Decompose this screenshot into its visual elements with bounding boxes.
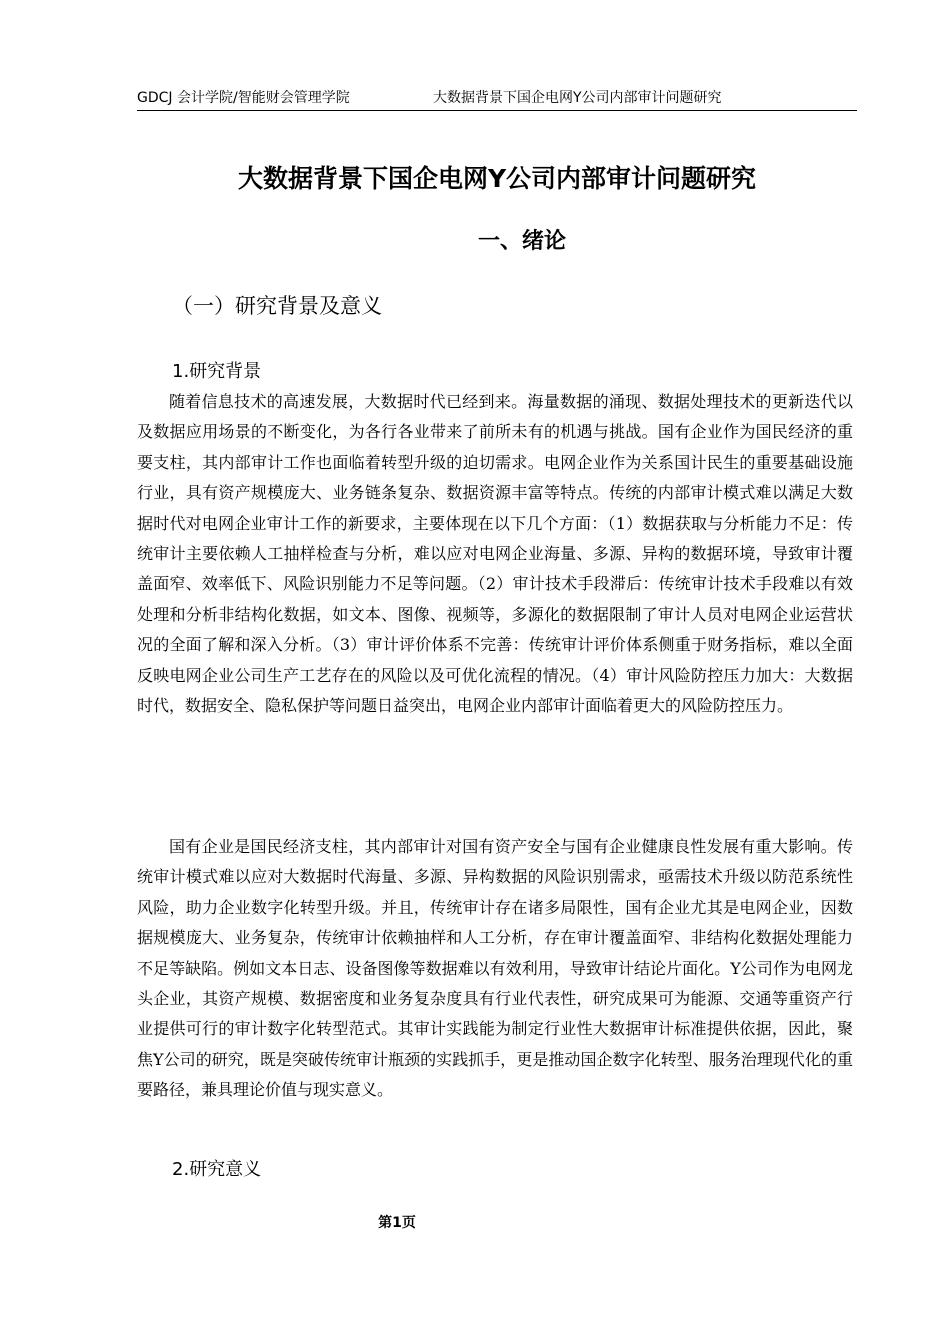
chapter-heading: 一、绪论: [477, 229, 566, 254]
header-running-title: 大数据背景下国企电网Y公司内部审计问题研究: [433, 90, 722, 106]
body-paragraph: 随着信息技术的高速发展，大数据时代已经到来。海量数据的涌现、数据处理技术的更新迭代以及数据应用场景的不断变化，为各行各业带来了前所未有的机遇与挑战。国有企业作为国民经济的重要支柱，其内部审计工作也面临着转型升级的迫切需求。电网企业作为关系国计民生的重要基础设施行业，具有资产规模庞大、业务链条复杂、数据资源丰富等特点。传统的内部审计模式难以满足大数据时代对电网企业审计工作的新要求，主要体现在以下几个方面：（1）数据获取与分析能力不足：传统审计主要依赖人工抽样检查与分析，难以应对电网企业海量、多源、异构的数据环境，导致审计覆盖面窄、效率低下、风险识别能力不足等问题。（2）审计技术手段滞后：传统审计技术手段难以有效处理和分析非结构化数据，如文本、图像、视频等，多源化的数据限制了审计人员对电网企业运营状况的全面了解和深入分析。（3）审计评价体系不完善：传统审计评价体系侧重于财务指标，难以全面反映电网企业公司生产工艺存在的风险以及可优化流程的情况。（4）审计风险防控压力加大：大数据时代，数据安全、隐私保护等问题日益突出，电网企业内部审计面临着更大的风险防控压力。: [137, 392, 853, 716]
document-title: 大数据背景下国企电网Y公司内部审计问题研究: [237, 164, 757, 193]
subsection-heading-significance: 2.研究意义: [172, 1159, 262, 1180]
running-header: [137, 88, 857, 111]
body-paragraph: 国有企业是国民经济支柱，其内部审计对国有资产安全与国有企业健康良性发展有重大影响。传统审计模式难以应对大数据时代海量、多源、异构数据的风险识别需求，亟需技术升级以防范系统性风险，助力企业数字化转型升级。并且，传统审计存在诸多局限性，国有企业尤其是电网企业，因数据规模庞大、业务复杂，传统审计依赖抽样和人工分析，存在审计覆盖面窄、非结构化数据处理能力不足等缺陷。例如文本日志、设备图像等数据难以有效利用，导致审计结论片面化。Y公司作为电网龙头企业，其资产规模、数据密度和业务复杂度具有行业代表性，研究成果可为能源、交通等重资产行业提供可行的审计数字化转型范式。其审计实践能为制定行业性大数据审计标准提供依据，因此，聚焦Y公司的研究，既是突破传统审计瓶颈的实践抓手，更是推动国企数字化转型、服务治理现代化的重要路径，兼具理论价值与现实意义。: [137, 837, 853, 1100]
page-number: 第1页: [378, 1215, 416, 1231]
section-heading: （一）研究背景及意义: [172, 294, 382, 318]
subsection-heading-background: 1.研究背景: [172, 361, 262, 382]
header-institution: GDCJ 会计学院/智能财会管理学院: [137, 90, 350, 106]
